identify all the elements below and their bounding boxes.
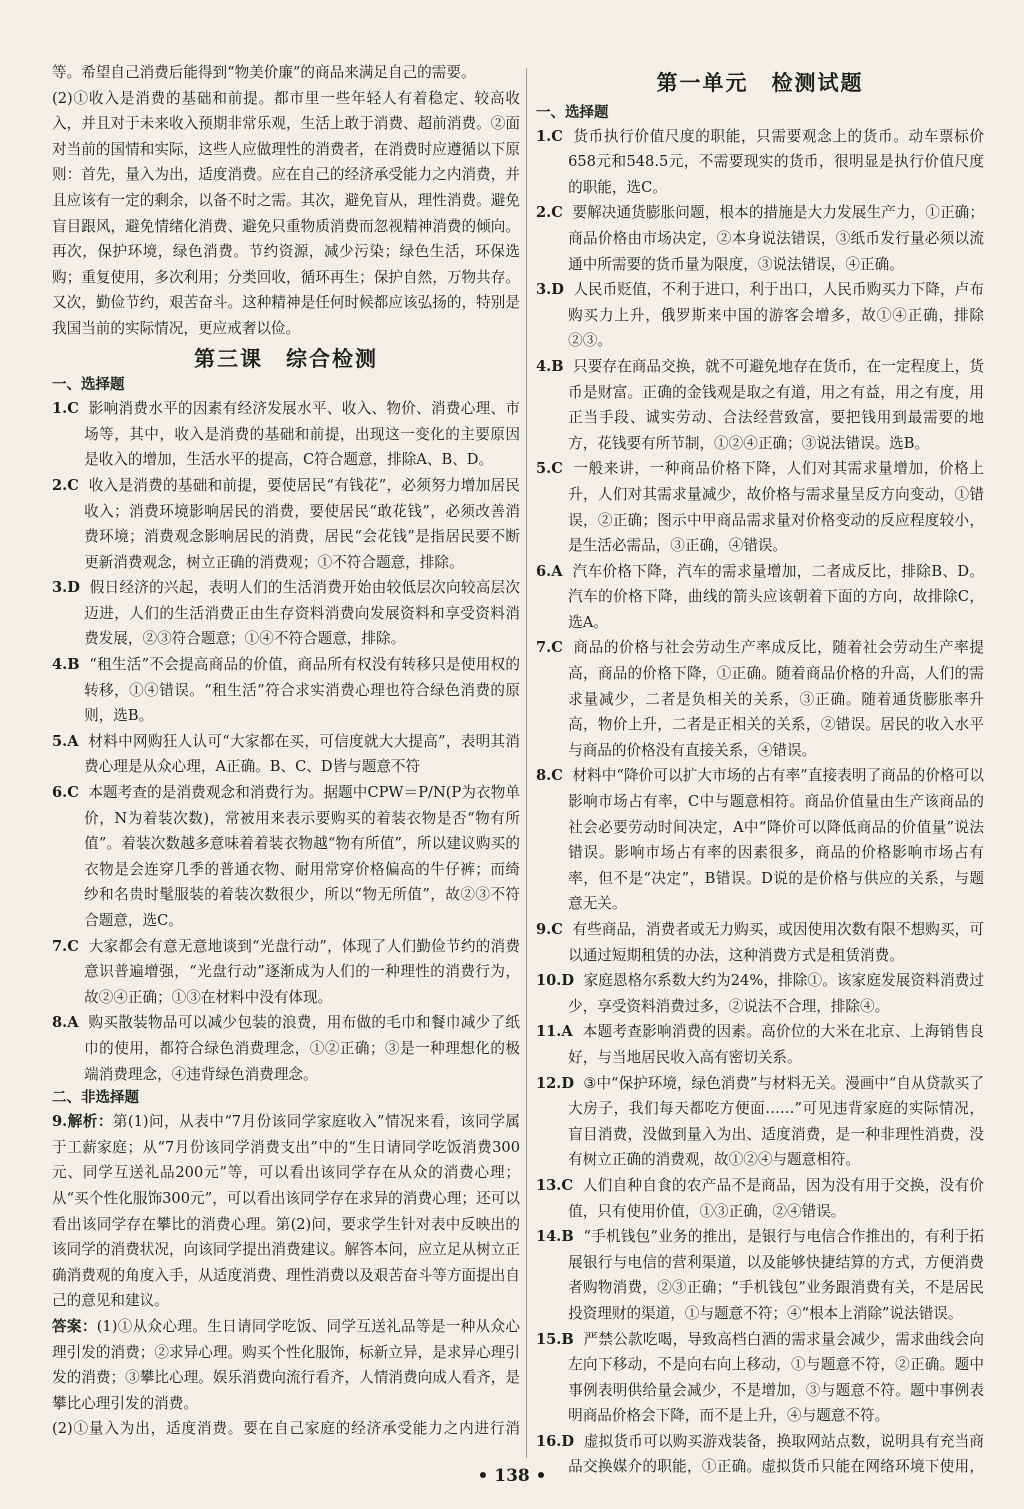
answer-item [536,277,984,354]
item-text: 要解决通货膨胀问题，根本的措施是大力发展生产力，①正确；商品价格由市场决定，②本身说法错误，③纸币发行量必须以流通中所需要的货币量为限度，③说法错误，④正确。 [568,204,984,273]
item-text: 假日经济的兴起，表明人们的生活消费开始由较低层次向较高层次迈进，人们的生活消费正由生存资料消费向发展资料和享受资料消费发展，②③符合题意；①④不符合题意，排除。 [84,579,520,648]
item-number: 2.C [536,204,563,222]
item-number: 7.C [536,639,563,657]
answer-item [536,1071,984,1173]
item-text: 收入是消费的基础和前提，要使居民“有钱花”，必须努力增加居民收入；消费环境影响居民的消费，要使居民“敢花钱”，必须改善消费环境；消费观念影响居民的消费，居民“会花钱”是指居民要不断更新消费观念，树立正确的消费观；①不符合题意，排除。 [84,476,520,571]
item-number: 9.C [536,921,563,938]
answer-item [52,575,520,652]
item-number: 10.D [536,972,575,990]
answer-item [536,354,984,456]
answer-item [536,1019,984,1070]
item-text: 本题考查影响消费的因素。高价位的大米在北京、上海销售良好，与当地居民收入高有密切关系。 [568,1023,984,1066]
answer-item [536,124,984,201]
section-nonchoice: 二、非选择题 [52,1090,139,1107]
intro-paragraph-2: (2)①收入是消费的基础和前提。都市里一些年轻人有着稳定、较高收入，并且对于未来收入预期非常乐观，生活上敢于消费、超前消费。②面对当前的国情和实际，这些人应做理性的消费者，在消费时应遵循以下原则：首先，量入为出，适度消费。应在自己的经济承受能力之内消费，并且应该有一定的剩余，以备不时之需。其次，避免盲从，理性消费。避免盲目跟风，避免情绪化消费、避免只重物质消费而忽视精神消费的倾向。再次，保护环境，绿色消费。节约资源，减少污染；绿色生活，环保选购；重复使用，多次利用；分类回收，循环再生；保护自然，万物共存。又次，勤俭节约，艰苦奋斗。这种精神是任何时候都应该弘扬的，特别是我国当前的实际情况，更应戒奢以俭。 [52,89,520,337]
item-number: 1.C [52,400,79,418]
item-number: 1.C [536,127,563,145]
unit-heading: 第一单元 检测试题 [656,70,864,95]
item-text: 商品的价格与社会劳动生产率成反比，随着社会劳动生产率提高，商品的价格下降，①正确。随着商品价格的升高，人们的需求量减少，二者是负相关的关系，③正确。随着通货膨胀率升高，物价上升，二者是正相关的关系，②错误。居民的收入水平与商品的价格没有直接关系，④错误。 [568,639,984,759]
item-text: ③中“保护环境，绿色消费”与材料无关。漫画中“自从贷款买了大房子，我们每天都吃方便面……”可见违背家庭的实际情况，盲目消费，没做到量入为出、适度消费，是一种非理性消费，没有树立正确的消费观，故①②④与题意相符。 [568,1074,984,1169]
item-9-answer-2: (2)①量入为出，适度消费。要在自己家庭的经济承受能力之内进行消 [52,1420,520,1438]
item-number: 9. [52,1113,68,1131]
answer-text: (1)①从众心理。生日请同学吃饭、同学互送礼品等是一种从众心理引发的消费；②求异心理。购买个性化服饰，标新立异，是求异心理引发的消费；③攀比心理。娱乐消费向流行看齐，人情消费向成人看齐，是攀比心理引发的消费。 [52,1317,520,1412]
item-number: 3.D [52,579,80,597]
item-text: 人民币贬值，不利于进口，利于出口，人民币购买力下降，卢布购买力上升，俄罗斯来中国的游客会增多，故①④正确，排除②③。 [568,281,984,350]
item-number: 2.C [52,476,79,494]
answer-item [536,917,984,968]
column-divider [526,68,527,1458]
item-number: 8.A [52,1014,79,1032]
answer-item [536,200,984,277]
item-text: 本题考查的是消费观念和消费行为。据题中CPW＝P/N(P为衣物单价，N为着装次数)，常被用来表示要购买的着装衣物是否“物有所值”。着装次数越多意味着着装衣物越“物有所值”，所以建议购买的衣物是会连穿几季的普通衣物、耐用常穿价格偏高的牛仔裤；而绮纱和名贵时髦服装的着装次数很少，所以“物无所值”，故②③不符合题意，选C。 [84,784,520,929]
answer-item [52,396,520,473]
item-number: 15.B [536,1330,574,1348]
answer-item [536,1327,984,1429]
item-number: 8.C [536,767,563,785]
item-number: 5.C [536,460,563,478]
item-text: 虚拟货币可以购买游戏装备，换取网站点数，说明具有充当商品交换媒介的职能，①正确。虚拟货币只能在网络环境下使用， [568,1432,984,1475]
item-text: 只要存在商品交换，就不可避免地存在货币，在一定程度上，货币是财富。正确的金钱观是取之有道，用之有益，用之有度，用正当手段、诚实劳动、合法经营致富，要把钱用到最需要的地方，花钱要有所节制，①②④正确；③说法错误。选B。 [568,357,984,452]
item-9-analysis [52,1109,520,1314]
item-text: 严禁公款吃喝，导致高档白酒的需求量会减少，需求曲线会向左向下移动，不是向右向上移动，①与题意不符，②正确。题中事例表明供给量会减少，不是增加，③与题意不符。题中事例表明商品价格会下降，而不是上升，④与题意不符。 [568,1330,984,1425]
answer-item [536,456,984,558]
section-choice-right: 一、选择题 [536,104,609,121]
item-number: 7.C [52,937,79,955]
item-text: 人们自种自食的农产品不是商品，因为没有用于交换，没有价值，只有使用价值，①③正确，②④错误。 [568,1176,984,1220]
item-text: 一般来讲，一种商品价格下降，人们对其需求量增加，价格上升，人们对其需求量减少，故价格与需求量呈反方向变动，①错误，②正确；图示中甲商品需求量对价格变动的反应程度较小，是生活必需品，③正确，④错误。 [568,460,984,555]
answer-item [52,934,520,1011]
answer-item [536,635,984,763]
item-number: 6.A [536,562,563,580]
item-text: 购买散装物品可以减少包装的浪费，用布做的毛巾和餐巾减少了纸巾的使用，都符合绿色消费理念，①②正确；③是一种理想化的极端消费理念，④违背绿色消费理念。 [84,1014,520,1083]
analysis-text: 第(1)问，从表中“7月份该同学家庭收入”情况来看，该同学属于工薪家庭；从“7月份该同学消费支出”中的“生日请同学吃饭消费300元、同学互送礼品200元”等，可以看出该同学存在从众的消费心理；从“买个性化服饰300元”，可以看出该同学存在求异的消费心理；还可以看出该同学存在攀比的消费心理。第(2)问，要求学生针对表中反映出的该同学的消费状况，向该同学提出消费建议。解答本问，应立足从树立正确消费观的角度入手，从适度消费、理性消费以及艰苦奋斗等方面提出自己的意见和建议。 [52,1113,520,1310]
answer-item [52,1010,520,1087]
answer-item [536,1224,984,1326]
analysis-label: 解析： [67,1113,113,1131]
answer-item [536,559,984,636]
item-number: 4.B [52,656,80,674]
item-number: 12.D [536,1074,575,1092]
item-number: 6.C [52,784,79,802]
answer-item [536,968,984,1019]
item-text: “租生活”不会提高商品的价值，商品所有权没有转移只是使用权的转移，①④错误。“租生活”符合求实消费心理也符合绿色消费的原则，选B。 [84,656,520,725]
item-number: 4.B [536,357,564,375]
right-column [536,60,984,1475]
page-number: • 138 • [477,1466,547,1486]
item-number: 11.A [536,1023,573,1041]
item-text: 影响消费水平的因素有经济发展水平、收入、物价、消费心理、市场等，其中，收入是消费的基础和前提，出现这一变化的主要原因是收入的增加，生活水平的提高，C符合题意，排除A、B、D。 [84,400,520,469]
item-number: 3.D [536,281,564,299]
answer-label: 答案： [52,1317,97,1335]
item-text: 货币执行价值尺度的职能，只需要观念上的货币。动车票标价658元和548.5元，不需要现实的货币，很明显是执行价值尺度的职能，选C。 [568,127,984,196]
lesson-heading: 第三课 综合检测 [194,345,378,371]
item-text: 材料中“降价可以扩大市场的占有率”直接表明了商品的价格可以影响市场占有率，C中与题意相符。商品价值量由生产该商品的社会必要劳动时间决定，A中“降价可以降低商品的价值量”说法错误。影响市场占有率的因素很多，商品的价格影响市场占有率，但不是“决定”，B错误。D说的是价格与供应的关系，与题意无关。 [568,767,984,913]
item-text: 大家都会有意无意地谈到“光盘行动”，体现了人们勤俭节约的消费意识普遍增强，“光盘行动”逐渐成为人们的一种理性的消费行为，故②④正确；①③在材料中没有体现。 [84,937,520,1006]
item-number: 14.B [536,1228,574,1246]
item-number: 13.C [536,1176,574,1194]
answer-item [536,763,984,917]
answer-item [52,729,520,780]
item-number: 5.A [52,732,79,750]
section-choice-left: 一、选择题 [52,377,125,394]
answer-item [52,780,520,934]
answer-item [536,1173,984,1224]
item-number: 16.D [536,1432,575,1450]
item-text: 家庭恩格尔系数大约为24%，排除①。该家庭发展资料消费过少，享受资料消费过多，②说法不合理，排除④。 [568,972,984,1015]
intro-paragraph-1: 等。希望自己消费后能得到“物美价廉”的商品来满足自己的需要。 [52,64,476,81]
item-text: “手机钱包”业务的推出，是银行与电信合作推出的，有利于拓展银行与电信的营利渠道，以及能够快捷结算的方式，方便消费者购物消费，②③正确；“手机钱包”业务跟消费有关，不是居民投资理财的渠道，①与题意不符；④“根本上消除”说法错误。 [568,1228,984,1322]
item-text: 汽车价格下降，汽车的需求量增加，二者成反比，排除B、D。汽车的价格下降，曲线的箭头应该朝着下面的方向，故排除C，选A。 [568,562,984,631]
left-column [52,60,520,1445]
answer-item [52,473,520,575]
item-text: 有些商品，消费者或无力购买，或因使用次数有限不想购买，可以通过短期租赁的办法，这种消费方式是租赁消费。 [568,921,984,964]
item-text: 材料中网购狂人认可“大家都在买，可信度就大大提高”，表明其消费心理是从众心理，A正确。B、C、D皆与题意不符 [84,732,520,776]
answer-item [52,652,520,729]
item-9-answer [52,1314,520,1416]
